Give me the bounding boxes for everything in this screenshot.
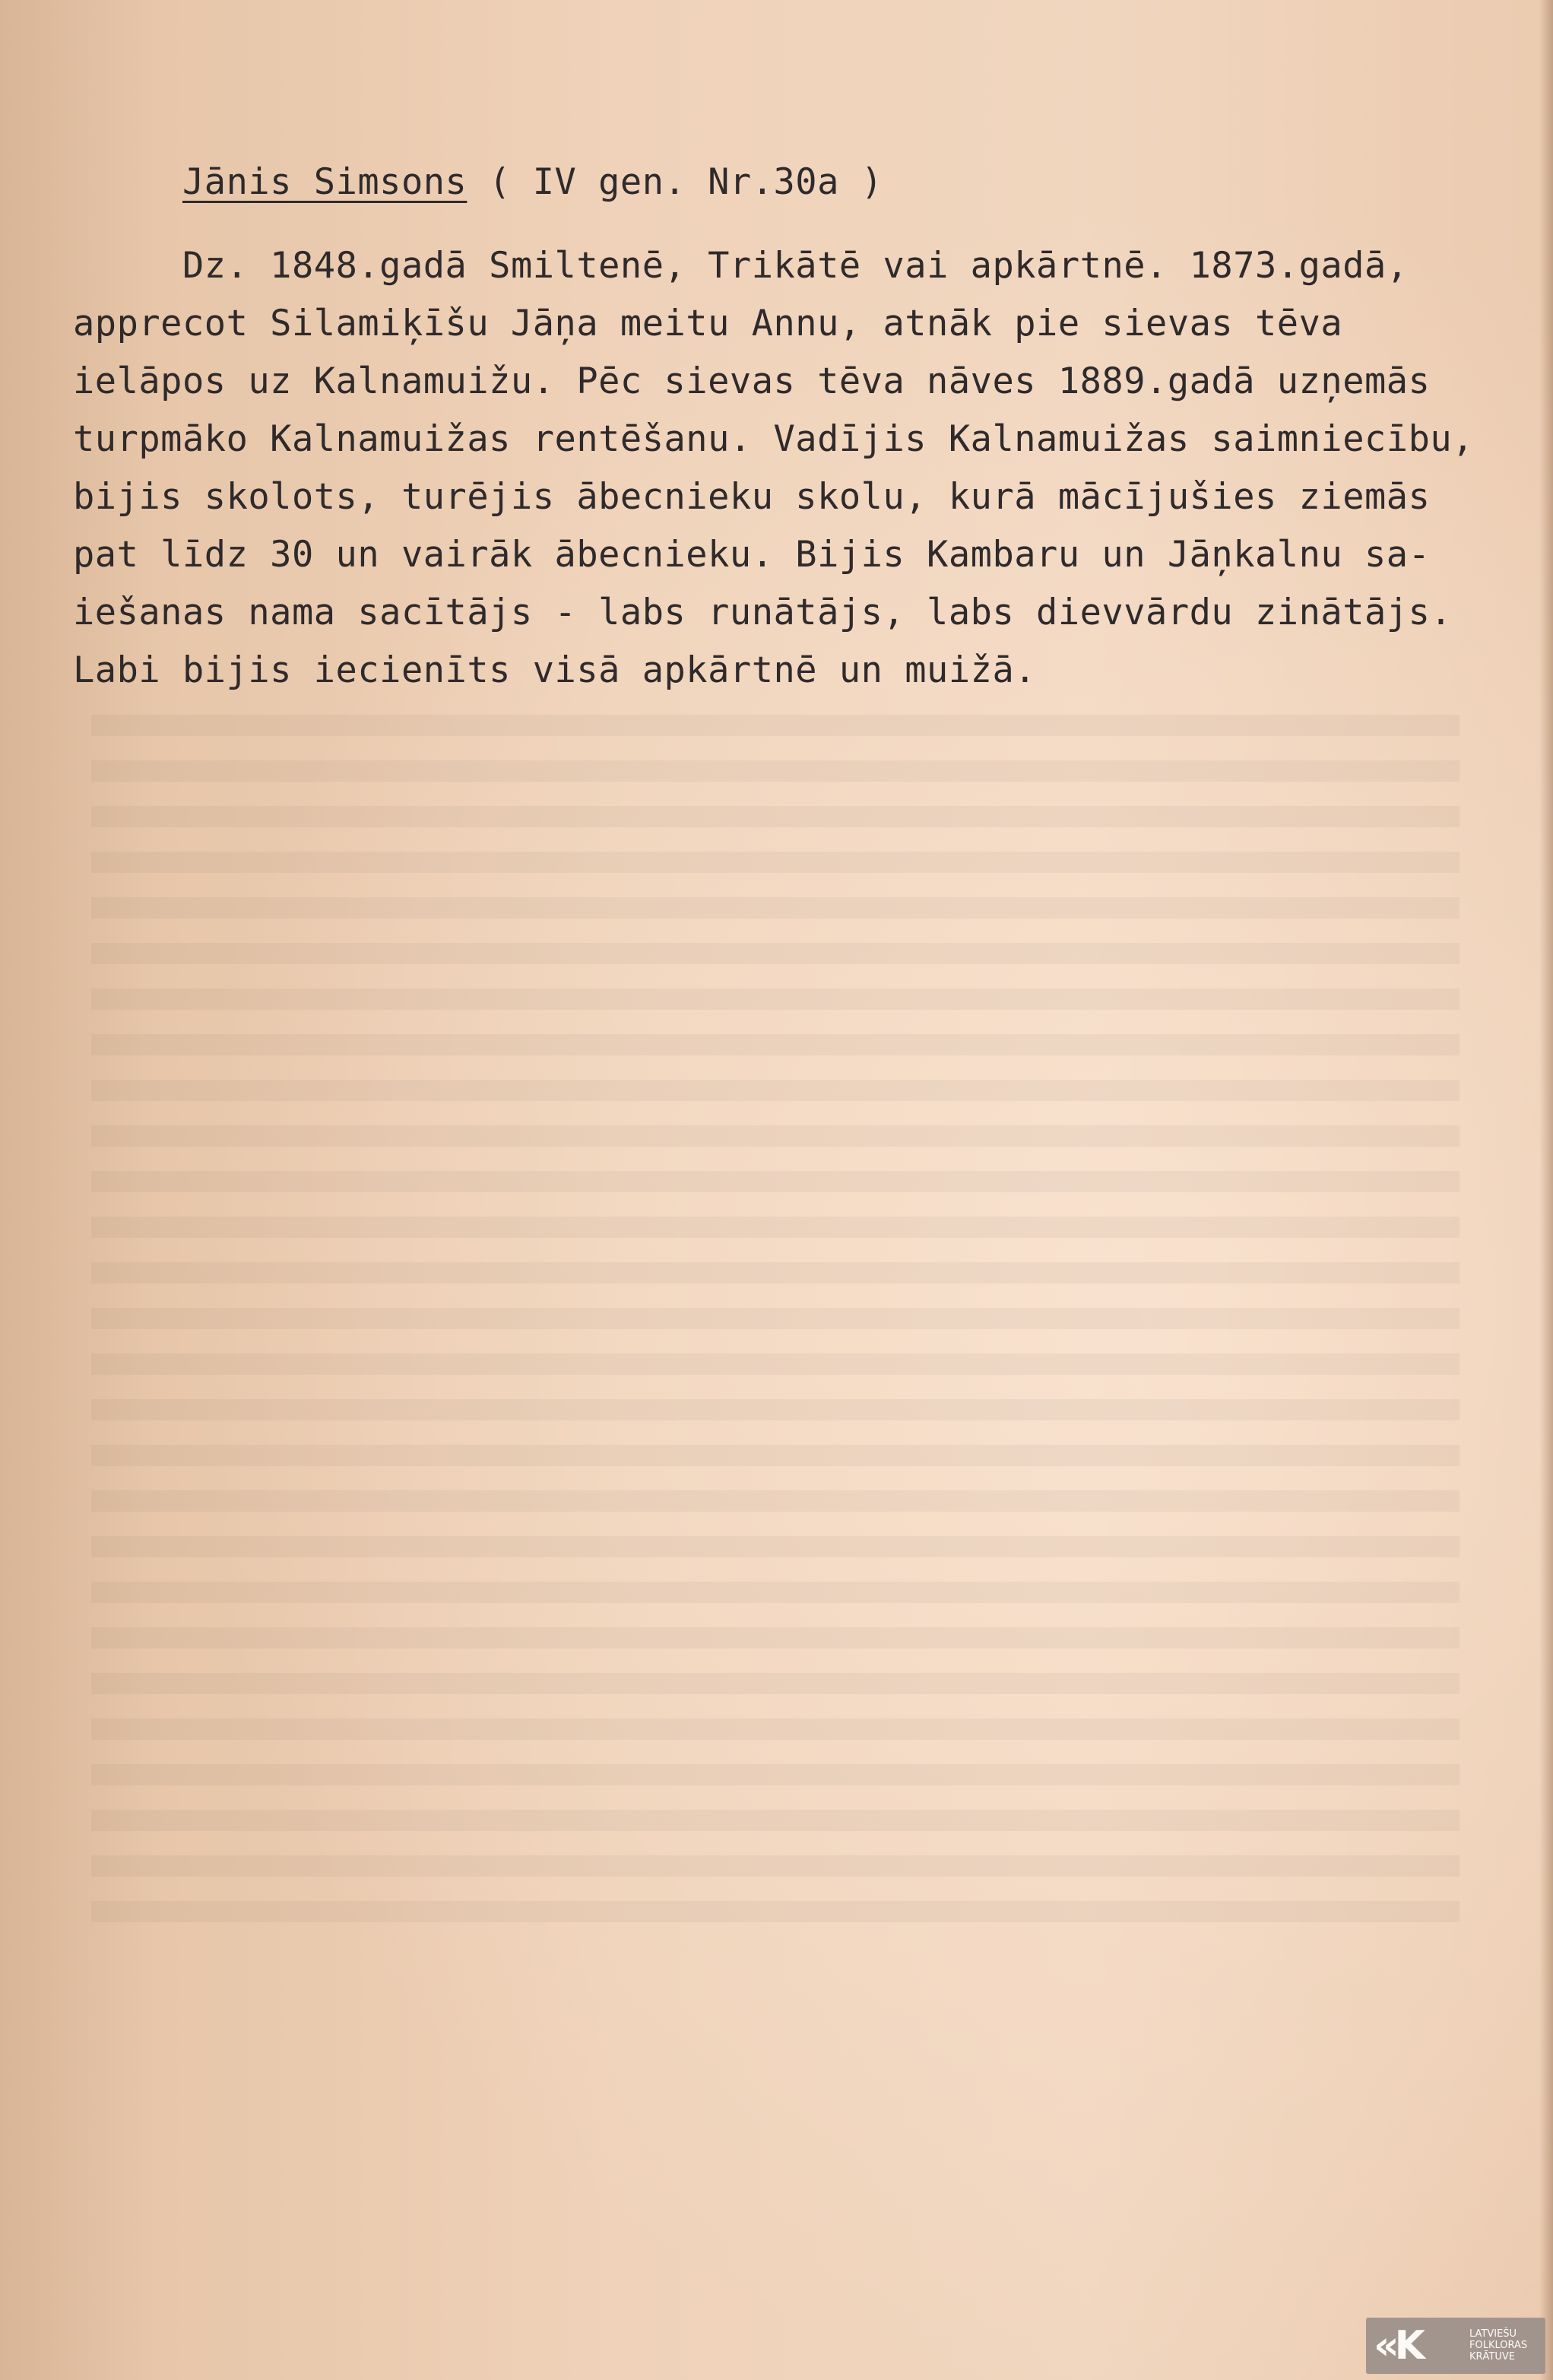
page-edge-shadow [1539,0,1553,2380]
person-name: Jānis Simsons [182,161,467,203]
text-line: pat līdz 30 un vairāk ābecnieku. Bijis Kambaru un Jāņkalnu sa- [73,534,1431,576]
text-line: Labi bijis iecienīts visā apkārtnē un muižā. [73,649,1037,691]
archive-logo-mark: «K [1374,2323,1421,2369]
document-heading [182,161,883,203]
biography-text [73,237,1540,700]
text-line: apprecot Silamiķīšu Jāņa meitu Annu, atnāk pie sievas tēva [73,303,1343,344]
archive-logo-text: LATVIEŠU FOLKLORAS KRĀTUVE [1469,2328,1528,2363]
text-line: turpmāko Kalnamuižas rentēšanu. Vadījis Kalnamuižas saimniecību, [73,418,1474,460]
text-line: iešanas nama sacītājs - labs runātājs, labs dievvārdu zinātājs. [73,592,1453,633]
archive-logo [1366,2318,1545,2374]
text-line: ielāpos uz Kalnamuižu. Pēc sievas tēva nāves 1889.gadā uzņemās [73,360,1431,402]
text-line: bijis skolots, turējis ābecnieku skolu, kurā mācījušies ziemās [73,476,1431,518]
generation-reference: ( IV gen. Nr.30a ) [467,161,883,203]
bleed-through-text [91,715,1460,1931]
text-line: Dz. 1848.gadā Smiltenē, Trikātē vai apkārtnē. 1873.gadā, [182,245,1409,287]
